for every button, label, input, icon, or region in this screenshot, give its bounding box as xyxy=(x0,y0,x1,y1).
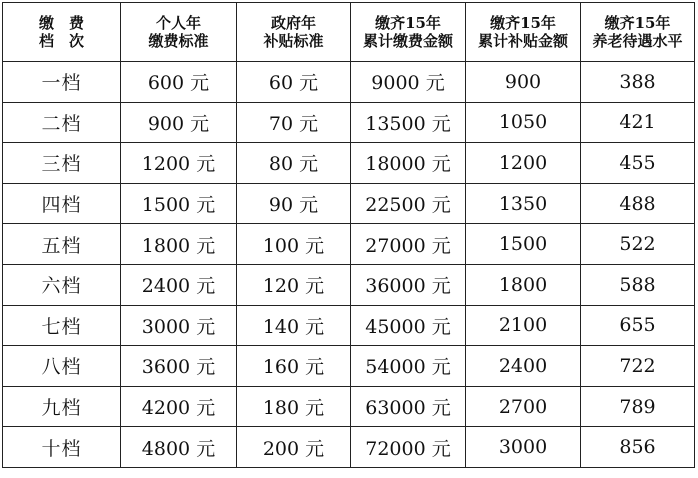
grade-cell: 三档 xyxy=(3,143,121,184)
header-grade: 缴 费 档 次 xyxy=(3,3,121,62)
pension-level-cell: 421 xyxy=(581,102,695,143)
grade-cell: 七档 xyxy=(3,305,121,346)
total-contribution-cell: 36000 元 xyxy=(351,264,466,305)
total-subsidy-cell: 1800 xyxy=(466,264,581,305)
table-row xyxy=(3,427,695,468)
personal-contribution-cell: 1500 元 xyxy=(121,183,237,224)
total-subsidy-cell: 2700 xyxy=(466,386,581,427)
grade-cell: 一档 xyxy=(3,62,121,103)
grade-cell: 五档 xyxy=(3,224,121,265)
personal-contribution-cell: 900 元 xyxy=(121,102,237,143)
table-row xyxy=(3,143,695,184)
total-subsidy-cell: 900 xyxy=(466,62,581,103)
personal-contribution-cell: 3600 元 xyxy=(121,346,237,387)
total-subsidy-cell: 3000 xyxy=(466,427,581,468)
grade-cell: 八档 xyxy=(3,346,121,387)
total-subsidy-cell: 1200 xyxy=(466,143,581,184)
total-contribution-cell: 72000 元 xyxy=(351,427,466,468)
government-subsidy-cell: 100 元 xyxy=(237,224,351,265)
grade-cell: 九档 xyxy=(3,386,121,427)
header-total-subsidy: 缴齐15年 累计补贴金额 xyxy=(466,3,581,62)
government-subsidy-cell: 200 元 xyxy=(237,427,351,468)
pension-level-cell: 388 xyxy=(581,62,695,103)
header-row xyxy=(3,3,695,62)
total-subsidy-cell: 1500 xyxy=(466,224,581,265)
grade-cell: 六档 xyxy=(3,264,121,305)
total-contribution-cell: 13500 元 xyxy=(351,102,466,143)
pension-level-cell: 856 xyxy=(581,427,695,468)
table-row xyxy=(3,183,695,224)
government-subsidy-cell: 160 元 xyxy=(237,346,351,387)
header-personal-contribution: 个人年 缴费标准 xyxy=(121,3,237,62)
grade-cell: 二档 xyxy=(3,102,121,143)
total-contribution-cell: 22500 元 xyxy=(351,183,466,224)
table-row xyxy=(3,305,695,346)
pension-level-cell: 522 xyxy=(581,224,695,265)
government-subsidy-cell: 120 元 xyxy=(237,264,351,305)
total-contribution-cell: 45000 元 xyxy=(351,305,466,346)
table-row xyxy=(3,264,695,305)
total-contribution-cell: 9000 元 xyxy=(351,62,466,103)
personal-contribution-cell: 1800 元 xyxy=(121,224,237,265)
personal-contribution-cell: 4800 元 xyxy=(121,427,237,468)
pension-level-cell: 588 xyxy=(581,264,695,305)
pension-contribution-table xyxy=(2,2,695,468)
total-subsidy-cell: 2100 xyxy=(466,305,581,346)
total-contribution-cell: 63000 元 xyxy=(351,386,466,427)
government-subsidy-cell: 80 元 xyxy=(237,143,351,184)
header-pension-level: 缴齐15年 养老待遇水平 xyxy=(581,3,695,62)
personal-contribution-cell: 1200 元 xyxy=(121,143,237,184)
header-government-subsidy: 政府年 补贴标准 xyxy=(237,3,351,62)
pension-level-cell: 655 xyxy=(581,305,695,346)
pension-level-cell: 789 xyxy=(581,386,695,427)
total-contribution-cell: 54000 元 xyxy=(351,346,466,387)
total-subsidy-cell: 2400 xyxy=(466,346,581,387)
table-row xyxy=(3,102,695,143)
pension-level-cell: 488 xyxy=(581,183,695,224)
total-contribution-cell: 18000 元 xyxy=(351,143,466,184)
table-row xyxy=(3,386,695,427)
header-total-contribution: 缴齐15年 累计缴费金额 xyxy=(351,3,466,62)
government-subsidy-cell: 70 元 xyxy=(237,102,351,143)
personal-contribution-cell: 3000 元 xyxy=(121,305,237,346)
government-subsidy-cell: 180 元 xyxy=(237,386,351,427)
government-subsidy-cell: 140 元 xyxy=(237,305,351,346)
table-row xyxy=(3,346,695,387)
personal-contribution-cell: 4200 元 xyxy=(121,386,237,427)
pension-level-cell: 455 xyxy=(581,143,695,184)
grade-cell: 十档 xyxy=(3,427,121,468)
government-subsidy-cell: 90 元 xyxy=(237,183,351,224)
grade-cell: 四档 xyxy=(3,183,121,224)
government-subsidy-cell: 60 元 xyxy=(237,62,351,103)
table-row xyxy=(3,224,695,265)
total-contribution-cell: 27000 元 xyxy=(351,224,466,265)
table-row xyxy=(3,62,695,103)
total-subsidy-cell: 1050 xyxy=(466,102,581,143)
personal-contribution-cell: 2400 元 xyxy=(121,264,237,305)
pension-level-cell: 722 xyxy=(581,346,695,387)
total-subsidy-cell: 1350 xyxy=(466,183,581,224)
personal-contribution-cell: 600 元 xyxy=(121,62,237,103)
